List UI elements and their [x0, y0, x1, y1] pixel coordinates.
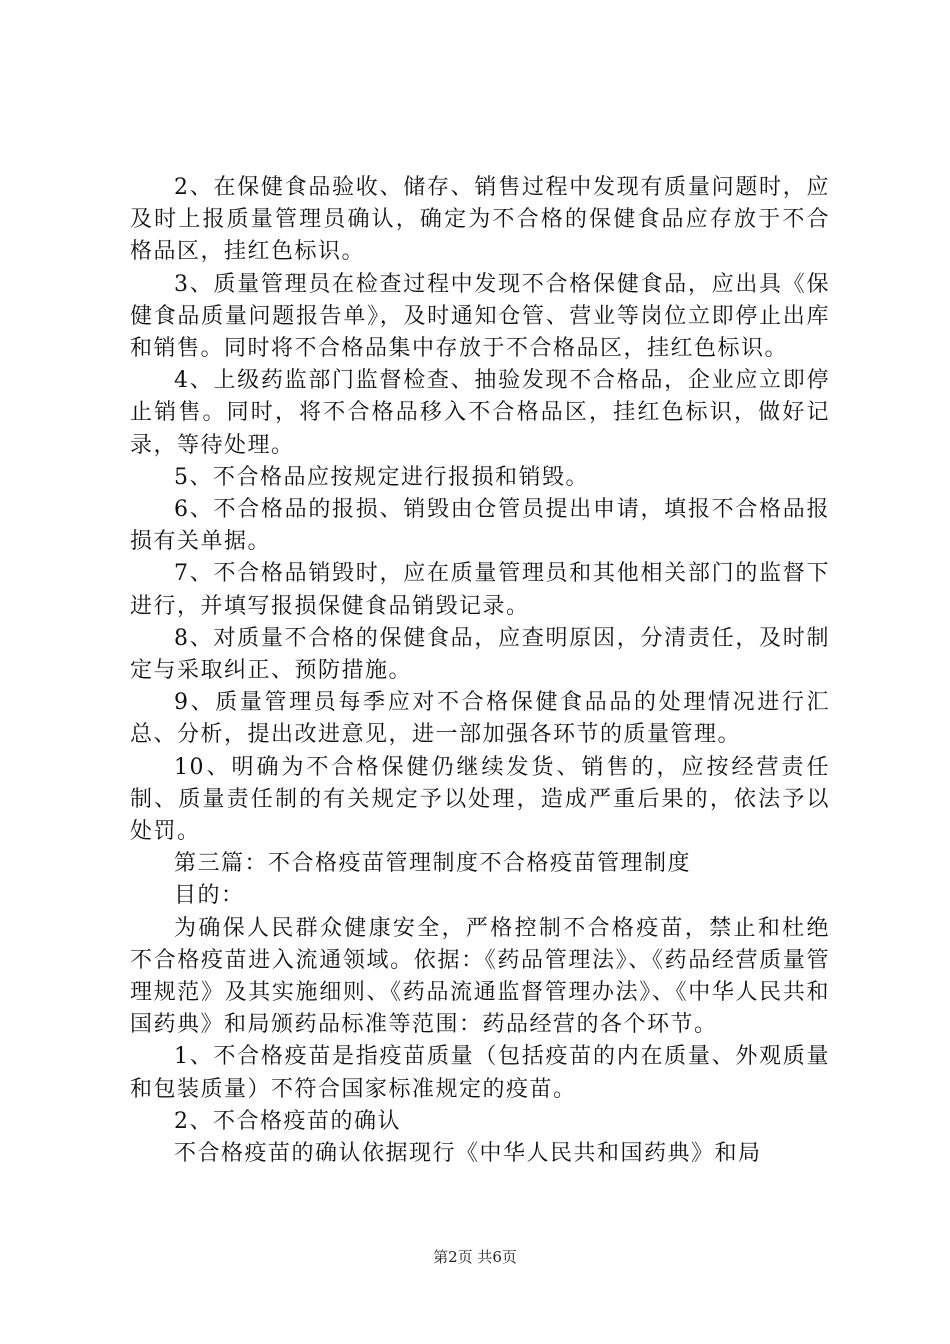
paragraph-6: 6、不合格品的报损、销毁由仓管员提出申请，填报不合格品报损有关单据。 [130, 497, 830, 555]
paragraph-4: 4、上级药监部门监督检查、抽验发现不合格品，企业应立即停止销售。同时，将不合格品移入不合格品区，挂红色标识，做好记录，等待处理。 [130, 368, 830, 458]
paragraph-5: 5、不合格品应按规定进行报损和销毁。 [174, 464, 589, 490]
paragraph-3: 3、质量管理员在检查过程中发现不合格保健食品，应出具《保健食品质量问题报告单》，及时通知仓管、营业等岗位立即停止出库和销售。同时将不合格品集中存放于不合格品区，挂红色标识。 [130, 271, 830, 362]
purpose-label: 目的： [174, 883, 245, 909]
page-number: 第2页 共6页 [433, 1248, 517, 1266]
vaccine-paragraph-2: 2、不合格疫苗的确认 [174, 1108, 401, 1134]
paragraph-8: 8、对质量不合格的保健食品，应查明原因，分清责任，及时制定与采取纠正、预防措施。 [130, 625, 830, 684]
paragraph-9: 9、质量管理员每季应对不合格保健食品品的处理情况进行汇总、分析，提出改进意见，进一部加强各环节的质量管理。 [130, 690, 830, 748]
paragraph-7: 7、不合格品销毁时，应在质量管理员和其他相关部门的监督下进行，并填写报损保健食品销毁记录。 [130, 561, 830, 619]
purpose-paragraph: 为确保人民群众健康安全，严格控制不合格疫苗，禁止和杜绝不合格疫苗进入流通领域。依据：《药品管理法》、《药品经营质量管理规范》及其实施细则、《药品流通监督管理办法》、《中华人民共和国药典》和局颁药品标准等范围：药品经营的各个环节。 [130, 915, 830, 1038]
paragraph-10: 10、明确为不合格保健仍继续发货、销售的，应按经营责任制、质量责任制的有关规定予以处理，造成严重后果的，依法予以处罚。 [130, 754, 830, 845]
section-heading: 第三篇：不合格疫苗管理制度不合格疫苗管理制度 [174, 851, 692, 877]
vaccine-paragraph-1: 1、不合格疫苗是指疫苗质量（包括疫苗的内在质量、外观质量和包装质量）不符合国家标准规定的疫苗。 [130, 1044, 830, 1102]
document-body [130, 172, 830, 1170]
vaccine-paragraph-3: 不合格疫苗的确认依据现行《中华人民共和国药典》和局 [174, 1141, 762, 1167]
paragraph-2: 2、在保健食品验收、储存、销售过程中发现有质量问题时，应及时上报质量管理员确认，确定为不合格的保健食品应存放于不合格品区，挂红色标识。 [130, 175, 830, 265]
